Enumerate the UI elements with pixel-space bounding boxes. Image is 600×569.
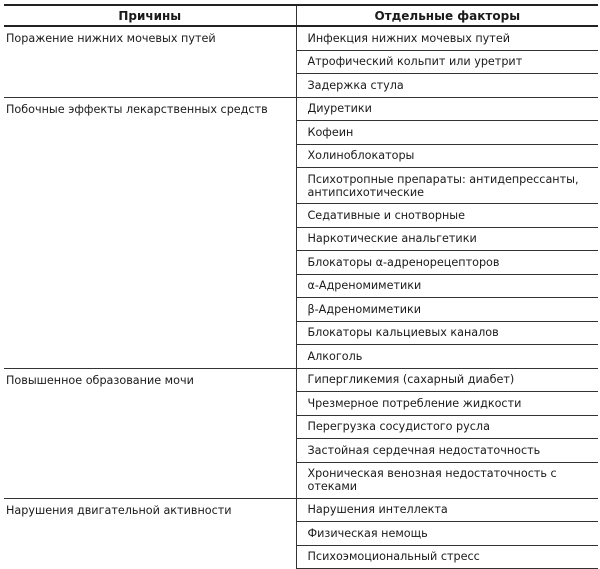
- factor-cell: α-Адреномиметики: [296, 274, 598, 298]
- factor-cell: Хроническая венозная недостаточность с отеками: [296, 462, 598, 498]
- factor-cell: Гипергликемия (сахарный диабет): [296, 368, 598, 392]
- cause-text: Повышенное образование мочи: [6, 373, 194, 387]
- causes-factors-table: [4, 4, 598, 569]
- cause-text: Побочные эффекты лекарственных средств: [6, 102, 268, 116]
- factor-cell: Блокаторы кальциевых каналов: [296, 321, 598, 345]
- factor-cell: Кофеин: [296, 121, 598, 145]
- cause-cell: [4, 498, 296, 569]
- header-factors: Отдельные факторы: [296, 5, 598, 26]
- factor-cell: Застойная сердечная недостаточность: [296, 439, 598, 463]
- table-row: [4, 498, 598, 522]
- factor-cell: Диуретики: [296, 97, 598, 121]
- table-row: [4, 97, 598, 121]
- factor-cell: Наркотические анальгетики: [296, 227, 598, 251]
- factor-cell: Инфекция нижних мочевых путей: [296, 26, 598, 50]
- factor-cell: Чрезмерное потребление жидкости: [296, 392, 598, 416]
- table-row: [4, 368, 598, 392]
- factor-cell: β-Адреномиметики: [296, 298, 598, 322]
- header-causes: Причины: [4, 5, 296, 26]
- factor-cell: Задержка стула: [296, 74, 598, 98]
- cause-cell: [4, 26, 296, 97]
- factor-cell: Перегрузка сосудистого русла: [296, 415, 598, 439]
- factor-cell: Блокаторы α-адренорецепторов: [296, 251, 598, 275]
- factor-cell: Психоэмоциональный стресс: [296, 545, 598, 569]
- cause-cell: [4, 97, 296, 368]
- cause-text: Нарушения двигательной активности: [6, 503, 232, 517]
- factor-cell: Психотропные препараты: антидепрессанты, антипсихотические: [296, 168, 598, 204]
- cause-text: Поражение нижних мочевых путей: [6, 32, 216, 45]
- factor-cell: Холиноблокаторы: [296, 144, 598, 168]
- table-header-row: [4, 5, 598, 26]
- factor-cell: Седативные и снотворные: [296, 204, 598, 228]
- table-row: [4, 26, 598, 50]
- factor-cell: Атрофический кольпит или уретрит: [296, 50, 598, 74]
- cause-cell: [4, 368, 296, 498]
- factor-cell: Физическая немощь: [296, 522, 598, 546]
- factor-cell: Нарушения интеллекта: [296, 498, 598, 522]
- factor-cell: Алкоголь: [296, 345, 598, 369]
